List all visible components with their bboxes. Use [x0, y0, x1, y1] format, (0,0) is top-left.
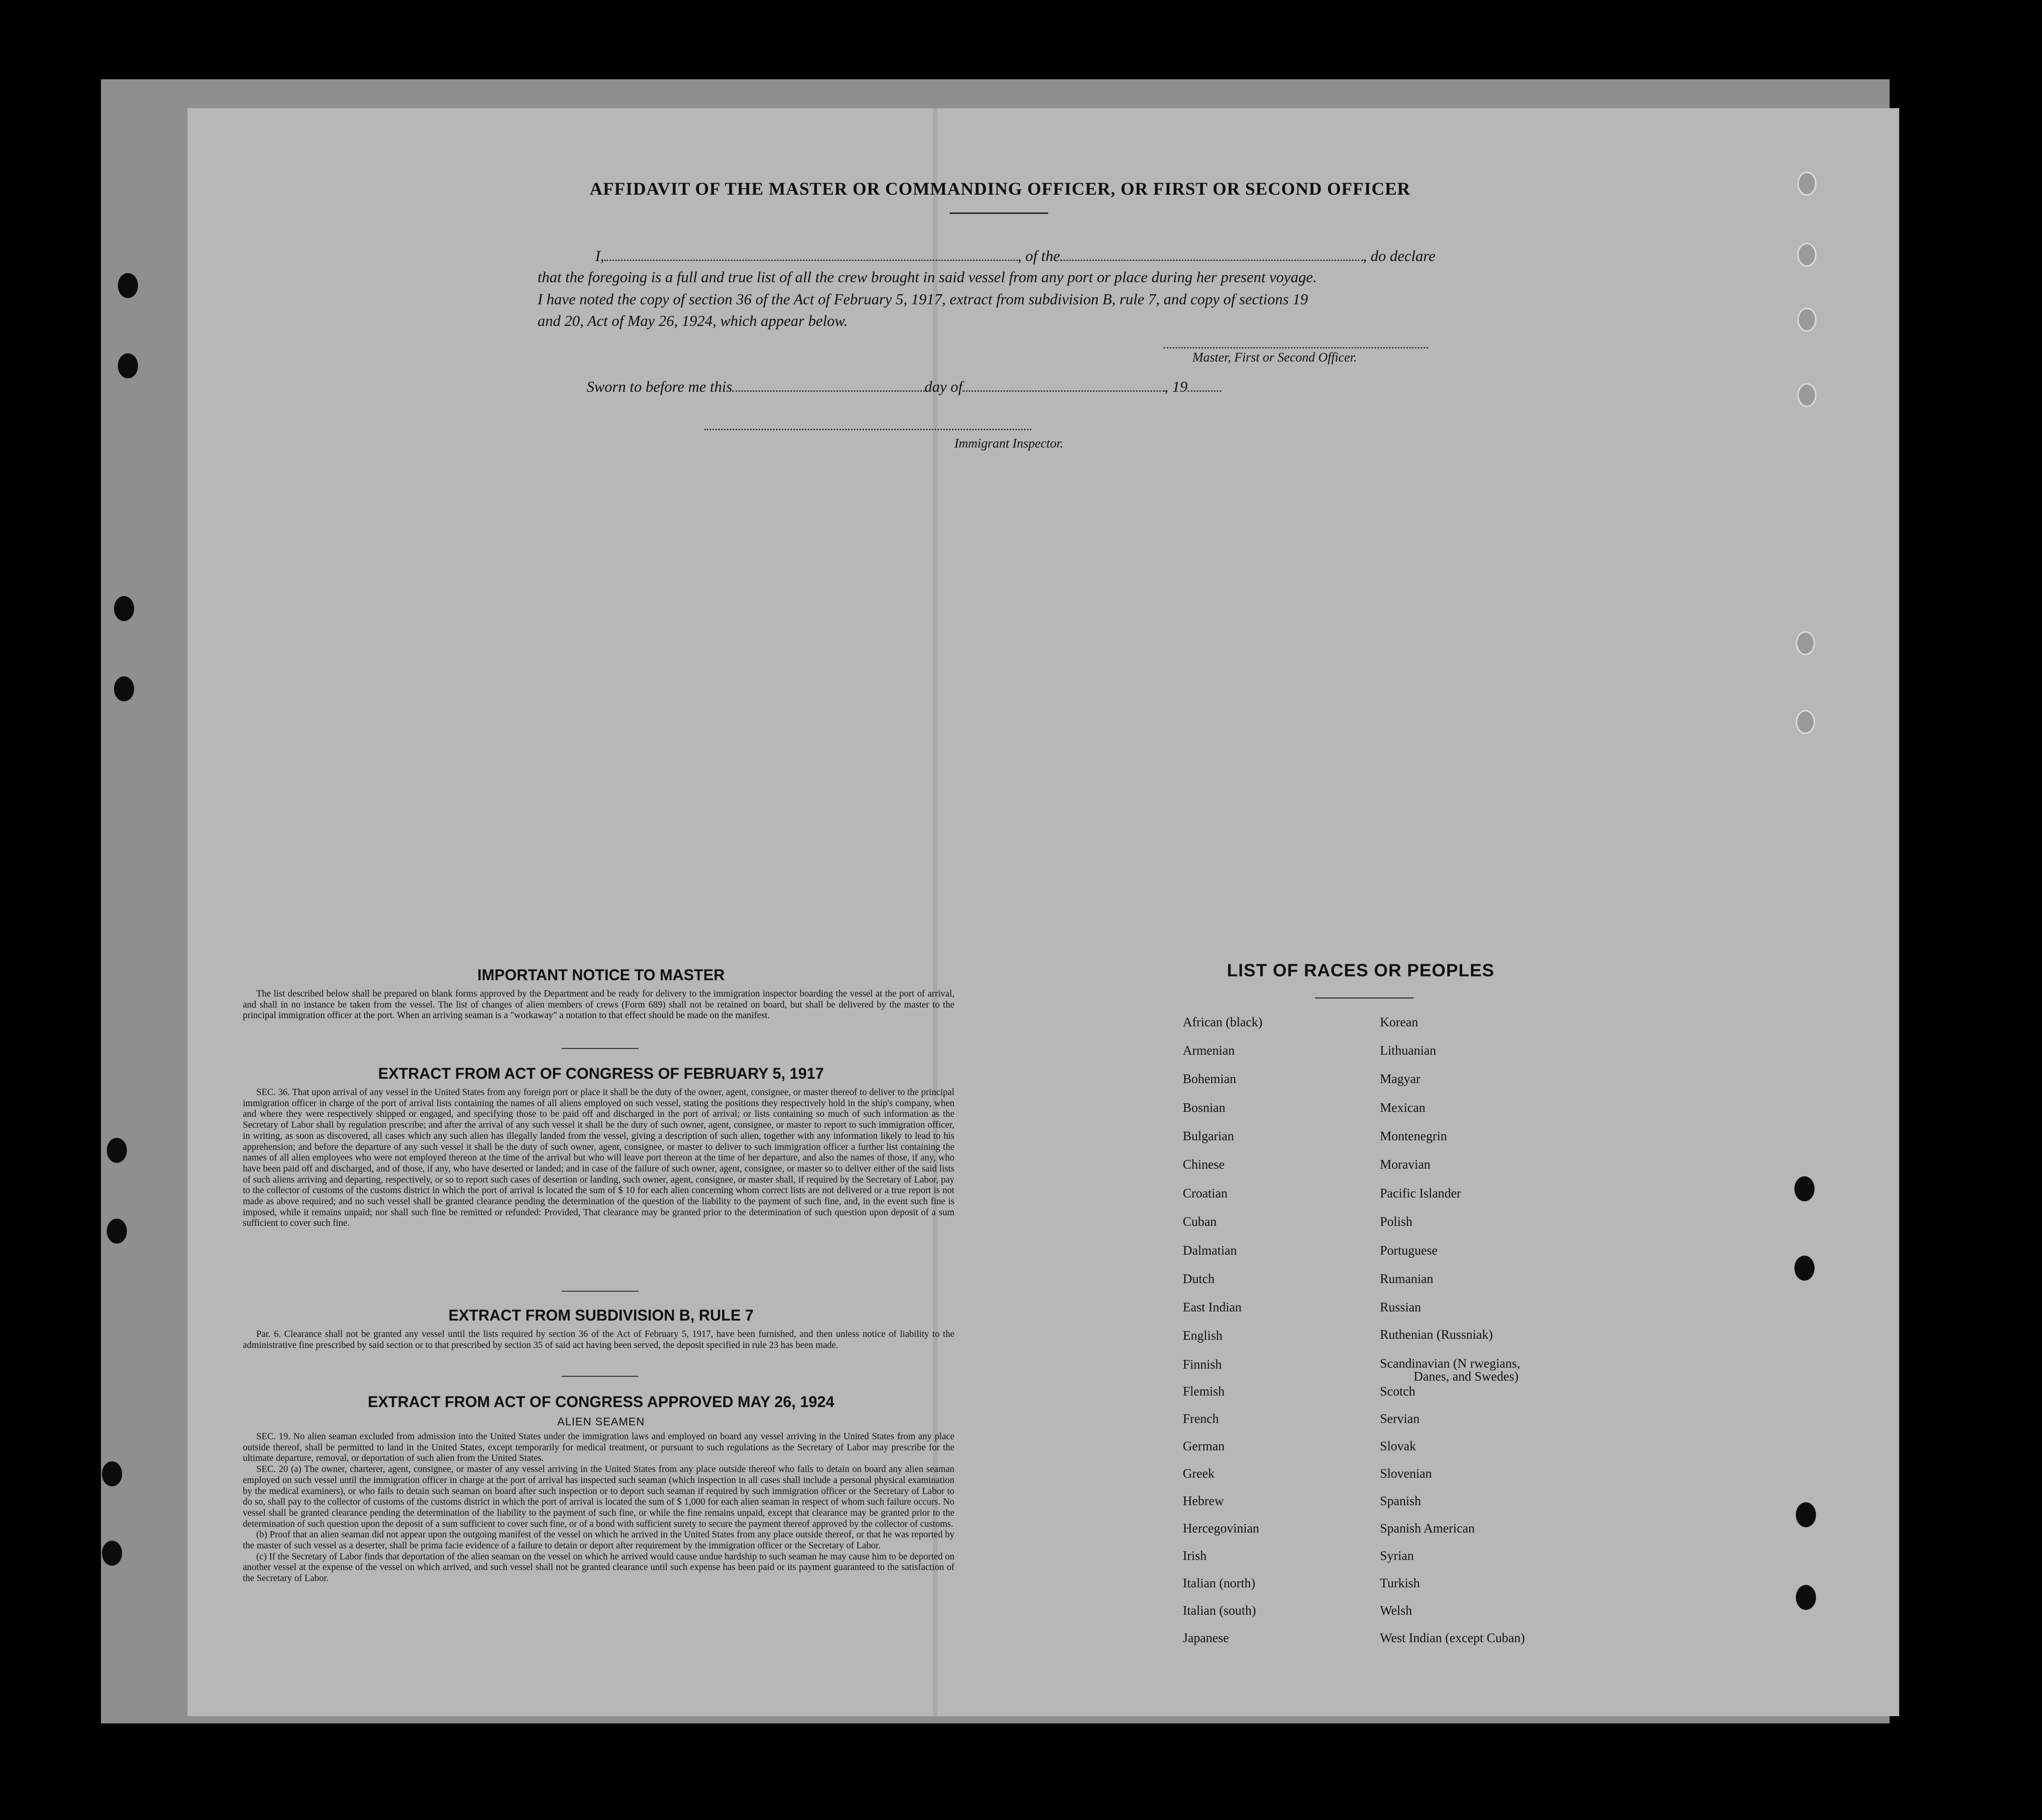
- punch-hole: [114, 676, 134, 701]
- binder-ring: [1797, 243, 1817, 267]
- race-item: Greek: [1183, 1466, 1215, 1481]
- punch-hole: [102, 1541, 122, 1566]
- sworn-label: Sworn to before me this: [587, 378, 732, 395]
- affidavit-line-3: I have noted the copy of section 36 of the Act of February 5, 1917, extract from subdivision B, rule 7, and copy of sections 19: [538, 290, 1308, 308]
- section-20a: SEC. 20 (a) The owner, charterer, agent, consignee, or master of any vessel arriving in the United States from any place outside thereof who fails to detain on board any alien seaman employed on such vessel until the immigration officer in charge at the port of arrival has inspected such seaman (which inspection in all cases shall include a personal physical examination by the medical examiners), or who fails to detain such seaman on board after such inspection or to deport such seaman if required by such immigration officer or the Secretary of Labor to do so, shall pay to the collector of customs of the customs district in which the port of arrival is located the sum of $ 1,000 for each alien seaman in respect of whom such failure occurs. No vessel shall be granted clearance pending the determination of the liability to the payment of such fine, or while the fine remains unpaid, except that clearance may be granted prior to the determination of such question upon the deposit of a sum sufficient to cover such fine, or of a bond with sufficient surety to secure the payment thereof approved by the collector of customs.: [243, 1464, 954, 1529]
- race-item: Bosnian: [1183, 1100, 1226, 1115]
- binder-ring: [1797, 383, 1817, 407]
- of-the-label: , of the: [1017, 247, 1060, 264]
- divider: [562, 1376, 639, 1377]
- race-item: Moravian: [1380, 1157, 1430, 1172]
- extract-1917-title: EXTRACT FROM ACT OF CONGRESS OF FEBRUARY 5, 1917: [378, 1065, 824, 1082]
- notice-title: IMPORTANT NOTICE TO MASTER: [477, 966, 725, 984]
- binder-ring: [1797, 172, 1817, 196]
- section-20b: (b) Proof that an alien seaman did not appear upon the outgoing manifest of the vessel on which he arrived in the United States from any place outside thereof, or that he was reported by the master of such vessel as a deserter, shall be prima facie evidence of a failure to detain or deport after requirement by the immigration officer or the Secretary of Labor.: [243, 1530, 954, 1551]
- affidavit-line-2: that the foregoing is a full and true list of all the crew brought in said vessel from any port or place during her present voyage.: [538, 268, 1317, 286]
- race-item: Slovenian: [1380, 1466, 1432, 1481]
- race-item: Rumanian: [1380, 1272, 1433, 1286]
- race-item: Finnish: [1183, 1357, 1222, 1371]
- affidavit-line-4: and 20, Act of May 26, 1924, which appear below.: [538, 312, 848, 329]
- race-item: Bohemian: [1183, 1072, 1236, 1086]
- race-item: Italian (north): [1183, 1576, 1255, 1590]
- notice-text: The list described below shall be prepared on blank forms approved by the Department and be ready for delivery to the immigration inspector boarding the vessel at the port of arrival, and shall in no instance be taken from the vessel. The list of changes of alien members of crews (Form 689) shall not be retained on board, but shall be delivered by the master to the principal immigration officer at the port. When an arriving seaman is a "workaway" a notation to that effect should be made on the manifest.: [243, 989, 954, 1021]
- race-item: Croatian: [1183, 1186, 1228, 1200]
- inspector-signature-line: [704, 429, 1031, 430]
- races-title: LIST OF RACES OR PEOPLES: [1227, 960, 1495, 980]
- master-caption: Master, First or Second Officer.: [1192, 350, 1357, 364]
- binder-ring: [1797, 308, 1817, 332]
- race-item: Spanish American: [1380, 1521, 1475, 1535]
- race-item: Danes, and Swedes): [1414, 1369, 1519, 1384]
- rule-7-title: EXTRACT FROM SUBDIVISION B, RULE 7: [448, 1307, 754, 1324]
- punch-hole: [118, 273, 138, 298]
- race-item: Japanese: [1183, 1631, 1229, 1645]
- race-item: Dutch: [1183, 1272, 1215, 1286]
- section-19: SEC. 19. No alien seaman excluded from admission into the United States under the immigration laws and employed on board any vessel arriving in the United States from any place outside thereof, shall be permitted to land in the United States, except temporarily for medical treatment, or pursuant to such regulations as the Secretary of Labor may prescribe for the ultimate departure, removal, or deportation of such alien from the United States.: [243, 1432, 954, 1464]
- race-item: African (black): [1183, 1015, 1263, 1029]
- punch-hole: [1794, 1176, 1815, 1201]
- race-item: Bulgarian: [1183, 1129, 1234, 1143]
- punch-hole: [107, 1138, 127, 1163]
- race-item: Scandinavian (N rwegians,: [1380, 1356, 1520, 1371]
- race-item: Korean: [1380, 1015, 1418, 1029]
- race-item: Armenian: [1183, 1043, 1235, 1058]
- extract-1924-text: [243, 1432, 954, 1584]
- race-item: Russian: [1380, 1300, 1421, 1314]
- binder-ring: [1796, 710, 1815, 734]
- name-blank: [604, 247, 1018, 261]
- punch-hole: [107, 1219, 127, 1244]
- divider: [950, 212, 1048, 214]
- race-item: Spanish: [1380, 1494, 1421, 1508]
- affidavit-line-1: [538, 247, 1470, 265]
- alien-seamen-subtitle: ALIEN SEAMEN: [557, 1415, 645, 1428]
- race-item: Dalmatian: [1183, 1243, 1237, 1258]
- month-blank: [963, 378, 1165, 392]
- race-item: Montenegrin: [1380, 1129, 1447, 1143]
- sworn-line: [587, 377, 1356, 396]
- race-item: Slovak: [1380, 1439, 1416, 1453]
- rule-7-text: Par. 6. Clearance shall not be granted any vessel until the lists required by section 36 of the Act of February 5, 1917, have been furnished, and then unless notice of liability to the administrative fine prescribed by said section or to that prescribed by section 35 of said act having been served, the deposit specified in rule 23 has been made.: [243, 1329, 954, 1350]
- punch-hole: [114, 596, 134, 621]
- race-item: Servian: [1380, 1411, 1420, 1426]
- do-declare-label: , do declare: [1363, 247, 1436, 264]
- race-item: Magyar: [1380, 1072, 1420, 1086]
- race-item: English: [1183, 1328, 1223, 1343]
- divider: [1315, 997, 1414, 998]
- sworn-day-blank: [732, 378, 925, 392]
- race-item: Italian (south): [1183, 1603, 1256, 1618]
- inspector-caption: Immigrant Inspector.: [954, 436, 1064, 450]
- punch-hole: [1794, 1256, 1815, 1281]
- punch-hole: [118, 353, 138, 378]
- race-item: East Indian: [1183, 1300, 1242, 1314]
- race-item: Welsh: [1380, 1603, 1412, 1618]
- race-item: Polish: [1380, 1214, 1413, 1229]
- day-of-label: day of: [924, 378, 963, 395]
- race-item: Portuguese: [1380, 1243, 1438, 1258]
- i-label: I,: [595, 247, 604, 264]
- master-signature-line: [1164, 347, 1428, 349]
- race-item: Irish: [1183, 1548, 1207, 1563]
- punch-hole: [102, 1461, 122, 1486]
- extract-1924-title: EXTRACT FROM ACT OF CONGRESS APPROVED MAY 26, 1924: [367, 1393, 835, 1410]
- race-item: Cuban: [1183, 1214, 1217, 1229]
- section-20c: (c) If the Secretary of Labor finds that deportation of the alien seaman on the vessel on which he arrived would cause undue hardship to such seaman he may cause him to be deported on another vessel at the expense of the vessel on which arrived, and such vessel shall not be granted clearance until such expense has been paid or its payment guaranteed to the satisfaction of the Secretary of Labor.: [243, 1551, 954, 1584]
- binder-ring: [1796, 631, 1815, 655]
- race-item: Turkish: [1380, 1576, 1420, 1590]
- race-item: Lithuanian: [1380, 1043, 1436, 1058]
- race-item: Pacific Islander: [1380, 1186, 1461, 1200]
- race-item: Scotch: [1380, 1384, 1416, 1398]
- extract-1917-text: SEC. 36. That upon arrival of any vessel in the United States from any foreign port or place it shall be the duty of the owner, agent, consignee, or master thereof to deliver to the principal immigration officer in charge of the port of arrival lists containing the names of all aliens employed on such vessel, stating the positions they respectively hold in the ship's company, when and where they were respectively shipped or engaged, and specifying those to be paid off and discharged in the port of arrival; or lists containing so much of such information as the Secretary of Labor shall by regulation prescribe; and after the arrival of any such vessel it shall be the duty of such owner, agent, consignee, or master to report to such immigration officer, in writing, as soon as discovered, all cases which any such alien has illegally landed from the vessel, giving a description of such alien, together with any information likely to lead to his apprehension; and before the departure of any such vessel it shall be the duty of such owner, agent, consignee, or master to deliver to such immigration officer a further list containing the names of all alien employees who were not employed thereon at the time of the arrival but who will leave port thereon at the time of her departure, and also the names of those, if any, who have been paid off and discharged, and of those, if any, who have deserted or landed; and in case of the failure of such owner, agent, consignee, or master so to deliver either of the said lists of such aliens arriving and departing, respectively, or so to report such cases of desertion or landing, such owner, agent, consignee, or master shall, if required by the Secretary of Labor, pay to the collector of customs of the customs district in which the port of arrival is located the sum of $ 10 for each alien concerning whom correct lists are not delivered or a true report is not made as above required; and no such vessel shall be granted clearance pending the determination of the question of the liability to the payment of such fine, and, in the event such fine is imposed, while it remains unpaid; nor shall such fine be remitted or refunded: Provided, That clearance may be granted prior to the determination of such question upon deposit of a sum sufficient to cover such fine.: [243, 1087, 954, 1229]
- race-item: Chinese: [1183, 1157, 1225, 1172]
- vessel-blank: [1060, 247, 1363, 261]
- race-item: Hercegovinian: [1183, 1521, 1259, 1535]
- race-item: Hebrew: [1183, 1494, 1224, 1508]
- divider: [562, 1048, 639, 1049]
- race-item: Mexican: [1380, 1100, 1426, 1115]
- affidavit-title: AFFIDAVIT OF THE MASTER OR COMMANDING OFFICER, OR FIRST OR SECOND OFFICER: [589, 179, 1411, 199]
- race-item: German: [1183, 1439, 1225, 1453]
- punch-hole: [1796, 1585, 1816, 1610]
- race-item: Syrian: [1380, 1548, 1414, 1563]
- year-label: , 19: [1164, 378, 1188, 395]
- punch-hole: [1796, 1502, 1816, 1527]
- race-item: Flemish: [1183, 1384, 1225, 1398]
- race-item: Ruthenian (Russniak): [1380, 1327, 1493, 1342]
- race-item: French: [1183, 1411, 1219, 1426]
- year-blank: [1188, 378, 1221, 392]
- divider: [562, 1291, 639, 1292]
- race-item: West Indian (except Cuban): [1380, 1631, 1525, 1645]
